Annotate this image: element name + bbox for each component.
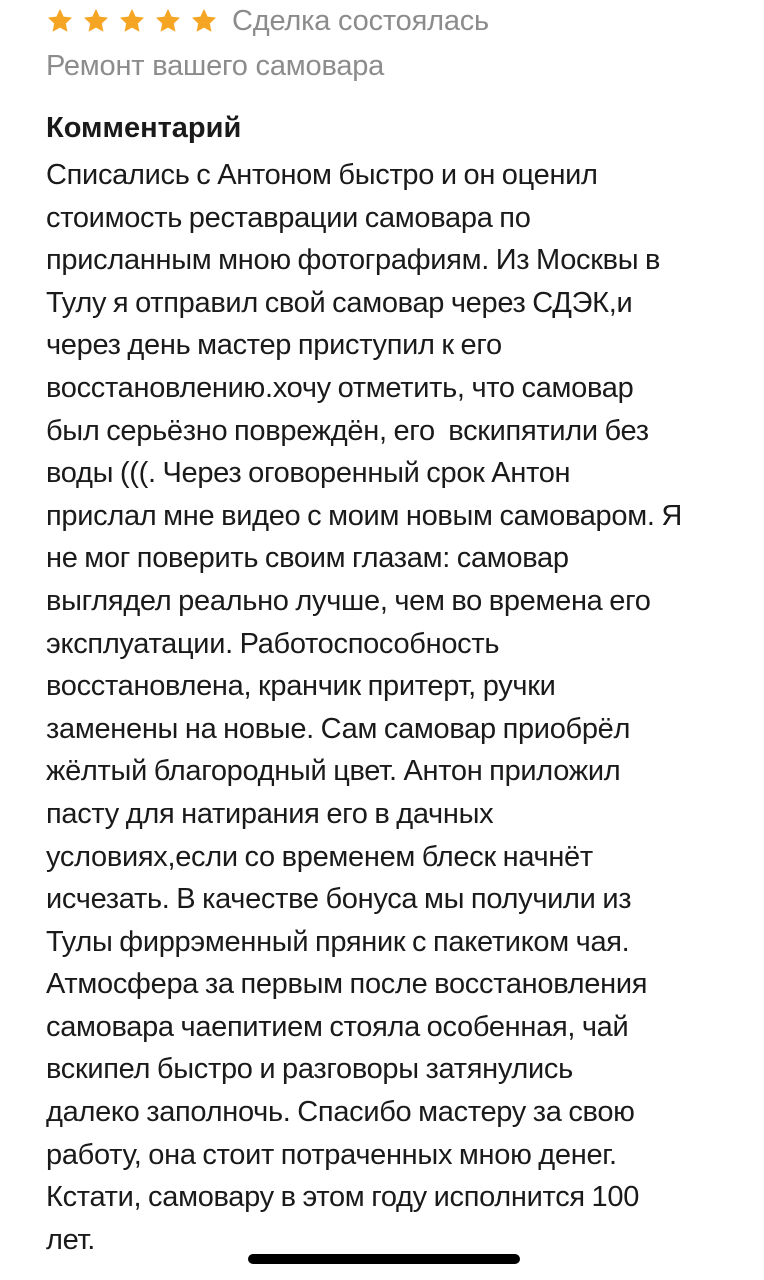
comment-line: через день мастер приступил к его	[46, 329, 502, 362]
comment-line: пасту для натирания его в дачных	[46, 797, 494, 830]
comment-line: восстановлению.хочу отметить, что самовар	[46, 371, 634, 404]
star-icon	[154, 7, 182, 35]
comment-line: эксплуатации. Работоспособность	[46, 627, 500, 660]
comment-line: работу, она стоит потраченных мною денег.	[46, 1138, 617, 1171]
service-title: Ремонт вашего самовара	[46, 50, 385, 82]
comment-line: далеко заполночь. Спасибо мастеру за свою	[46, 1096, 635, 1129]
comment-line: условиях,если со временем блеск начнёт	[46, 840, 593, 873]
comment-text	[46, 154, 736, 1261]
comment-line: лет.	[46, 1223, 96, 1256]
comment-line: восстановлена, кранчик притерт, ручки	[46, 670, 556, 703]
comment-line: Тулы фиррэменный пряник с пакетиком чая.	[46, 925, 630, 958]
home-indicator[interactable]	[248, 1254, 520, 1264]
comment-line: воды (((. Через оговоренный срок Антон	[46, 457, 571, 490]
comment-line: исчезать. В качестве бонуса мы получили из	[46, 883, 632, 916]
comment-line: вскипел быстро и разговоры затянулись	[46, 1053, 573, 1086]
comment-heading: Комментарий	[46, 112, 242, 144]
star-icon	[190, 7, 218, 35]
deal-status: Сделка состоялась	[232, 4, 489, 37]
comment-line: прислал мне видео с моим новым самоваром. Я	[46, 499, 682, 532]
comment-line: Тулу я отправил свой самовар через СДЭК,и	[46, 286, 633, 319]
comment-line: не мог поверить своим глазам: самовар	[46, 542, 569, 575]
comment-line: жёлтый благородный цвет. Антон приложил	[46, 755, 621, 788]
star-rating	[46, 7, 218, 35]
star-icon	[118, 7, 146, 35]
rating-row	[46, 4, 489, 38]
comment-line: самовара чаепитием стояла особенная, чай	[46, 1010, 629, 1043]
comment-line: присланным мною фотографиям. Из Москвы в	[46, 244, 661, 277]
comment-line: Кстати, самовару в этом году исполнится 100	[46, 1181, 640, 1214]
comment-line: заменены на новые. Сам самовар приобрёл	[46, 712, 631, 745]
star-icon	[82, 7, 110, 35]
comment-line: стоимость реставрации самовара по	[46, 201, 531, 234]
comment-line: Атмосфера за первым после восстановления	[46, 968, 648, 1001]
comment-line: выглядел реально лучше, чем во времена его	[46, 584, 651, 617]
comment-line: был серьёзно повреждён, его вскипятили без	[46, 414, 649, 447]
star-icon	[46, 7, 74, 35]
comment-line: Списались с Антоном быстро и он оценил	[46, 159, 598, 191]
